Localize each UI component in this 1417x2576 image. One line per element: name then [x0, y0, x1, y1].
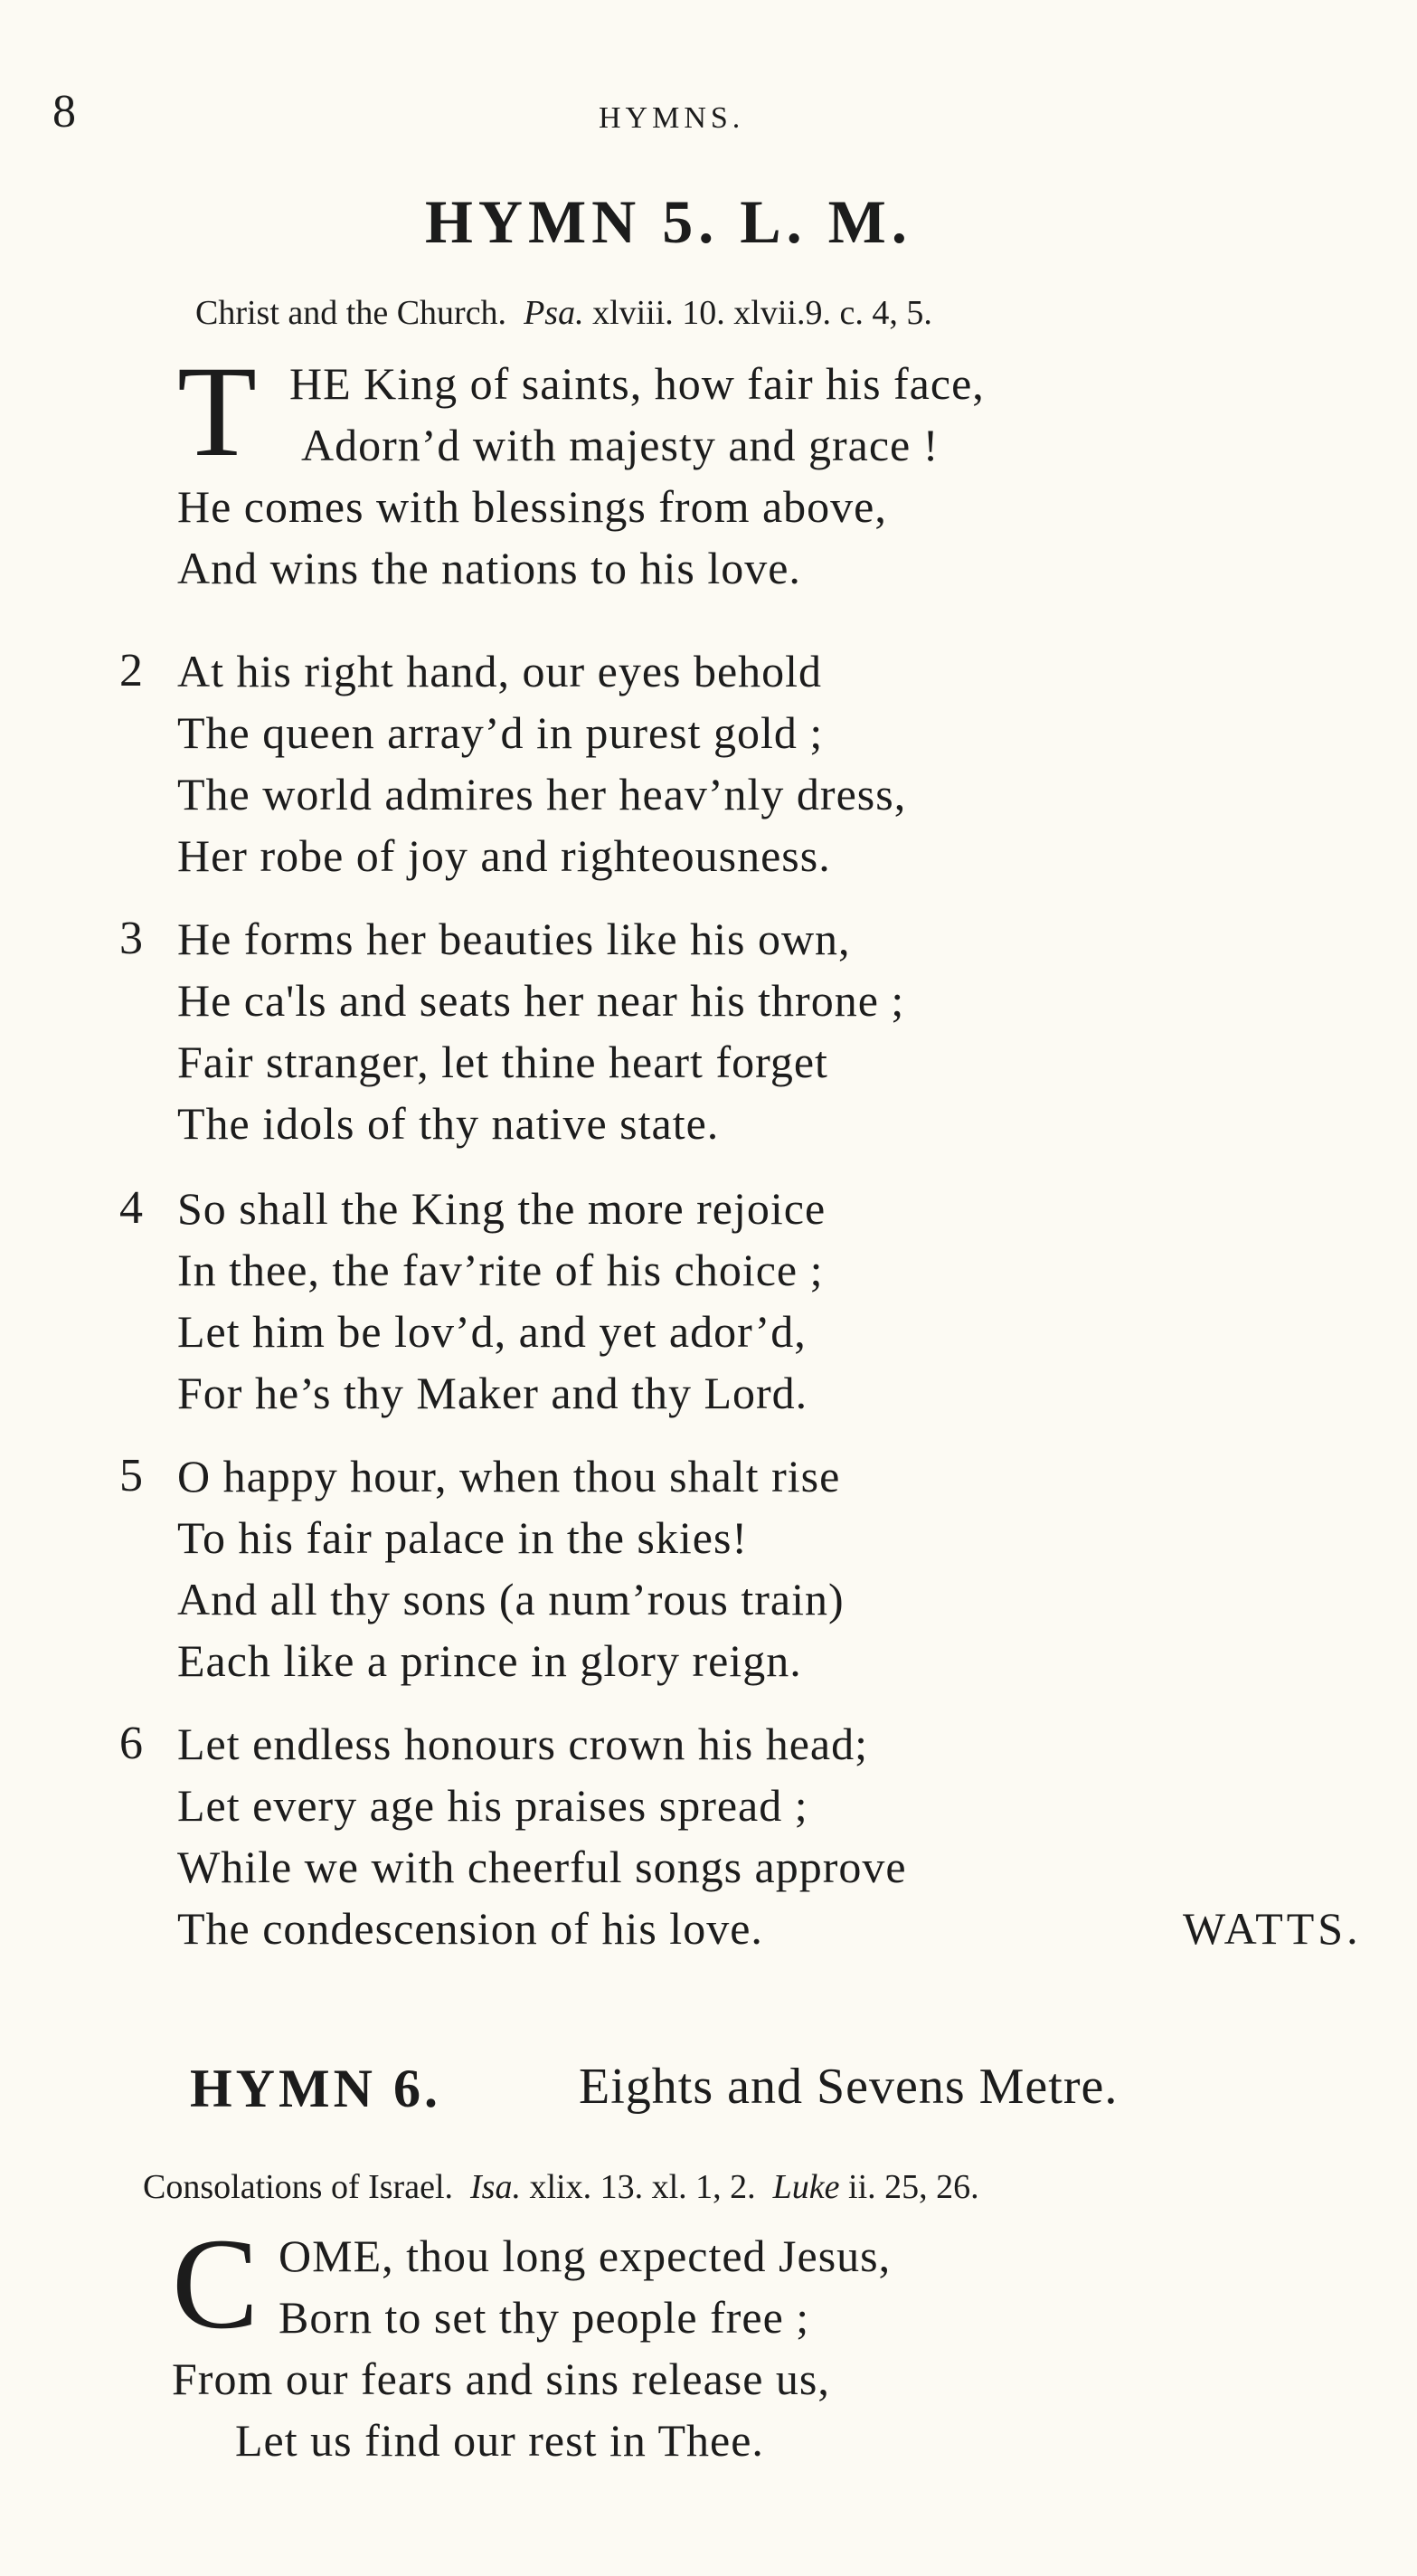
hymn5-s5-line4: Each like a prince in glory reign. — [177, 1635, 802, 1686]
hymn5-s2-number: 2 — [119, 645, 143, 696]
hymn6-metre: Eights and Sevens Metre. — [579, 2059, 1119, 2115]
hymn6-ref-book2: Luke — [772, 2168, 840, 2206]
hymn5-subtitle-text: Christ and the Church. — [195, 294, 507, 332]
hymn5-s3-line1: He forms her beauties like his own, — [177, 914, 851, 964]
hymn5-s3-line3: Fair stranger, let thine heart forget — [177, 1037, 828, 1087]
hymn6-subtitle-text: Consolations of Israel. — [143, 2168, 454, 2206]
hymn6-ref2: ii. 25, 26. — [848, 2168, 979, 2206]
hymn5-s2-line3: The world admires her heav’nly dress, — [177, 769, 907, 819]
hymn5-s6-number: 6 — [119, 1718, 143, 1769]
hymn6-ref1: xlix. 13. xl. 1, 2. — [529, 2168, 756, 2206]
hymn6-s1-line1: OME, thou long expected Jesus, — [279, 2230, 892, 2281]
hymn5-s6-line4: The condescension of his love. — [177, 1903, 763, 1954]
hymn5-s5-line2: To his fair palace in the skies! — [177, 1512, 749, 1563]
hymn6-subtitle — [143, 2169, 979, 2205]
hymn5-subtitle — [195, 295, 932, 331]
hymn5-s2-line2: The queen array’d in purest gold ; — [177, 707, 824, 758]
hymn5-s2-line1: At his right hand, our eyes behold — [177, 646, 823, 696]
page-number: 8 — [52, 86, 76, 137]
hymn5-s3-line2: He ca'ls and seats her near his throne ; — [177, 975, 905, 1026]
hymn6-ref-book1: Isa. — [470, 2168, 521, 2206]
hymn5-s6-line3: While we with cheerful songs approve — [177, 1842, 907, 1892]
running-title: HYMNS. — [599, 101, 745, 135]
hymn5-s4-line3: Let him be lov’d, and yet ador’d, — [177, 1306, 807, 1357]
hymn5-s1-line2: Adorn’d with majesty and grace ! — [301, 420, 940, 470]
hymn5-s1-line3: He comes with blessings from above, — [177, 481, 887, 532]
hymn6-dropcap: C — [172, 2212, 260, 2356]
hymn5-s4-number: 4 — [119, 1182, 143, 1234]
hymn5-s3-number: 3 — [119, 913, 143, 964]
hymn5-title: HYMN 5. L. M. — [425, 187, 912, 256]
hymn5-s1-line4: And wins the nations to his love. — [177, 543, 801, 593]
hymn6-title: HYMN 6. — [190, 2059, 441, 2118]
hymn5-ref: xlviii. 10. xlvii.9. c. 4, 5. — [592, 294, 932, 332]
hymn5-dropcap: T — [177, 340, 257, 484]
hymn5-s4-line2: In thee, the fav’rite of his choice ; — [177, 1245, 824, 1295]
hymn5-s5-line1: O happy hour, when thou shalt rise — [177, 1451, 841, 1501]
hymn5-s1-line1: HE King of saints, how fair his face, — [289, 358, 985, 409]
hymn6-s1-line4: Let us find our rest in Thee. — [235, 2415, 764, 2466]
hymn6-s1-line3: From our fears and sins release us, — [172, 2353, 830, 2404]
hymn5-s4-line4: For he’s thy Maker and thy Lord. — [177, 1368, 808, 1418]
hymn5-s2-line4: Her robe of joy and righteousness. — [177, 830, 831, 881]
hymn5-s5-number: 5 — [119, 1450, 143, 1501]
hymn5-ref-book: Psa. — [524, 294, 584, 332]
hymn5-s6-line2: Let every age his praises spread ; — [177, 1780, 808, 1831]
hymn5-s4-line1: So shall the King the more rejoice — [177, 1183, 827, 1234]
hymn6-s1-line2: Born to set thy people free ; — [279, 2292, 810, 2343]
hymn5-s3-line4: The idols of thy native state. — [177, 1098, 720, 1149]
hymn5-s6-line1: Let endless honours crown his head; — [177, 1719, 869, 1769]
hymn5-author: WATTS. — [1183, 1903, 1362, 1954]
hymn5-s5-line3: And all thy sons (a num’rous train) — [177, 1574, 845, 1624]
